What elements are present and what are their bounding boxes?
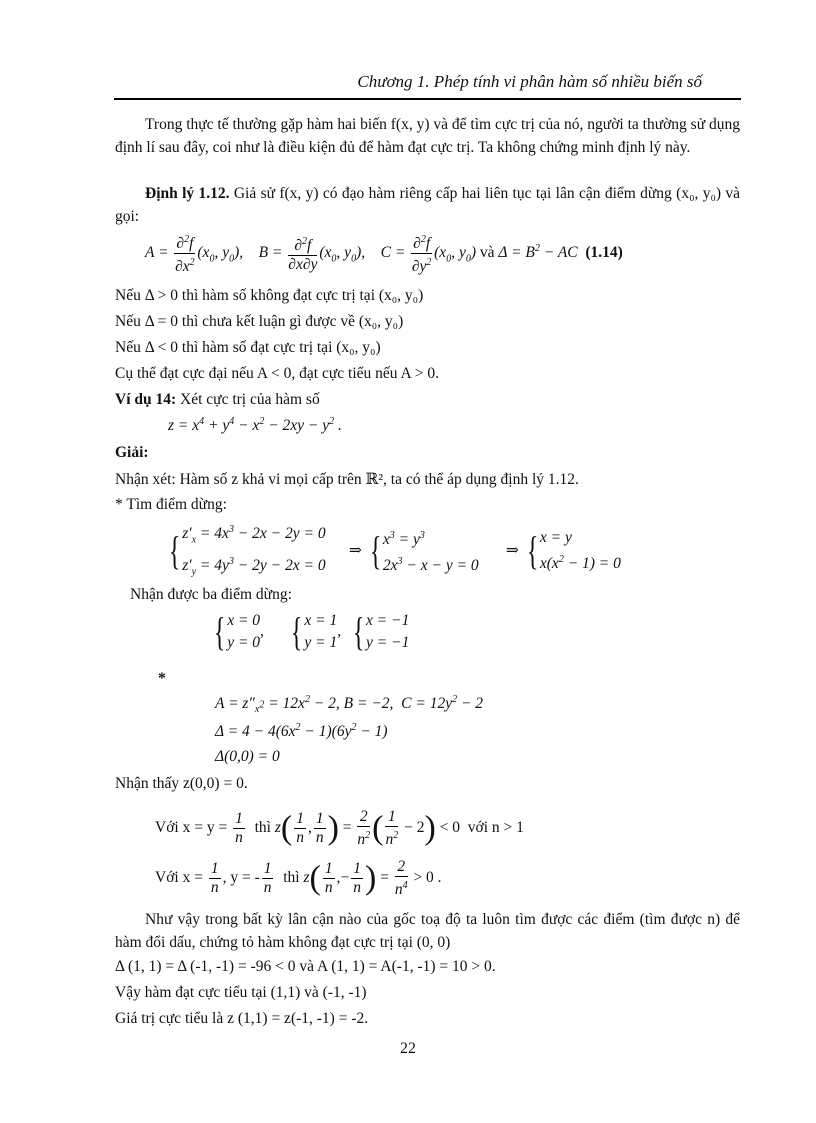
conclusion-paragraph: Như vậy trong bất kỳ lân cận nào của gốc toạ độ ta luôn tìm được các điểm (tìm được n) để hàm đổi dấu, chứng tỏ hàm không đạt cực trị tại (0, 0) [115, 911, 740, 951]
case-negative: Nếu Δ < 0 thì hàm số đạt cực trị tại (x₀, y₀) [115, 339, 381, 356]
formula-and: và [479, 244, 495, 262]
with2a-label: Với x = [155, 869, 203, 887]
case-positive: Nếu Δ > 0 thì hàm số không đạt cực trị tại (x₀, y₀) [115, 287, 424, 304]
formula-tag: (1.14) [585, 244, 623, 262]
find-stationary: * Tìm điểm dừng: [115, 496, 227, 513]
min-value: Giá trị cực tiểu là z (1,1) = z(-1, -1) = -2. [115, 1010, 369, 1027]
example-label: Ví dụ 14: [115, 391, 177, 408]
case-zero: Nếu Δ = 0 thì chưa kết luận gì được về (x₀, y₀) [115, 313, 404, 330]
with1-label: Với x = y = [155, 819, 228, 837]
theorem-paragraph [115, 182, 740, 228]
header-rule [114, 98, 741, 100]
with2b-label: , y = - [222, 869, 260, 887]
second-derivatives: $A = z''_{x^2} = 12x^2 - 2$, B = −2, $C = 12y^2 - 2$ [215, 694, 484, 716]
theorem-text: Giả sử f(x, y) có đạo hàm riêng cấp hai liên tục tại lân cận điểm dừng (x₀, y₀) và gọi: [115, 185, 740, 225]
min-points: Vậy hàm đạt cực tiểu tại (1,1) và (-1, -1) [115, 984, 367, 1001]
with-n-label: với n > 1 [467, 819, 524, 837]
star-marker: * [158, 670, 166, 687]
stationary-points: { x = 0 y = 0, { x = 1 y = 1, { x = −1 y = −1 [213, 609, 410, 654]
test-antidiagonal: Với x = $\frac{1}{n}$ , y = - $\frac{1}{n}$ thì z( $\frac{1}{n}$ ,− $\frac{1}{n}$ ) = $\frac{2}{n^4}$ > 0 . [155, 858, 442, 899]
example-function: $z = x^4 + y^4 - x^2 - 2xy - y^2$ . [168, 416, 342, 435]
delta-formula: $\Delta = 4 - 4(6x^2 - 1)(6y^2 - 1)$ [215, 722, 388, 741]
z-origin: Nhận thấy z(0,0) = 0. [115, 775, 248, 792]
solution-label: Giải: [115, 444, 149, 461]
three-points-text: Nhận được ba điểm dừng: [130, 586, 292, 603]
formula-1-14: A = $\frac{\partial^2f}{\partial x^2}$ ($x_0$, $y_0$), B = $\frac{\partial^2f}{\partial x\partial y}$ ($x_0$, $y_0$), C = $\frac{\partial^2f}{\partial y^2}$ ($x_0$, $y_0$) và $\Delta = B^2$ − AC (1.14) [145, 231, 623, 276]
thi-label-2: thì [283, 869, 300, 887]
intro-paragraph: Trong thực tế thường gặp hàm hai biến f(x, y) và để tìm cực trị của nó, người ta thường sử dụng định lí sau đây, coi như là điều kiện đủ để hàm đạt cực trị. Ta không chứng minh định lý này. [115, 116, 740, 156]
test-diagonal: Với x = y = $\frac{1}{n}$ thì z( $\frac{1}{n}$ , $\frac{1}{n}$ ) = $\frac{2}{n^2}$ ( $\frac{1}{n^2}$ − 2) < 0 với n > 1 [155, 808, 524, 849]
theorem-label: Định lý 1.12. [145, 185, 230, 202]
chapter-header: Chương 1. Phép tính vi phân hàm số nhiều biến số [357, 72, 702, 91]
example-text: Xét cực trị của hàm số [176, 391, 320, 408]
thi-label: thì [254, 819, 271, 837]
delta-origin: Δ(0,0) = 0 [215, 748, 280, 765]
stationary-system: { $z'_x = 4x^3 - 2x - 2y = 0$ $z'_y = 4y^3 - 2y - 2x = 0$ ⇒ { $x^3 = y^3$ $2x^3 - x - y = 0$ ⇒ { x = y $x(x^2 - 1) = 0$ [168, 524, 621, 578]
example-heading [115, 391, 320, 409]
delta-at-points: Δ (1, 1) = Δ (-1, -1) = -96 < 0 và A (1, 1) = A(-1, -1) = 10 > 0. [115, 958, 496, 975]
remark: Nhận xét: Hàm số z khả vi mọi cấp trên ℝ², ta có thể áp dụng định lý 1.12. [115, 471, 579, 488]
page-number: 22 [400, 1040, 416, 1057]
case-detail: Cụ thể đạt cực đại nếu A < 0, đạt cực tiểu nếu A > 0. [115, 365, 439, 382]
